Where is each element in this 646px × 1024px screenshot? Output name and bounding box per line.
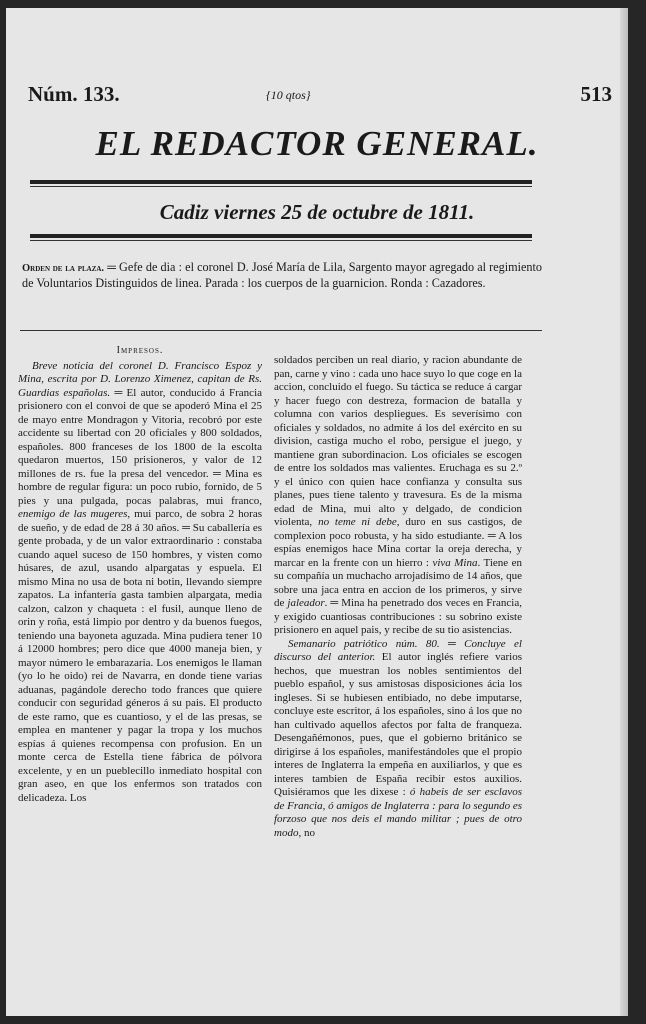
masthead-title: EL REDACTOR GENERAL.: [95, 124, 539, 163]
impresos-article-em-1: enemigo de las mugeres: [18, 508, 128, 521]
impresos-article-body-1: ═ El autor, conducido á Francia prisionero con el convoi de que se apoderó Mina el 25 de mayo entre Mondragon y Vitoria, recobró por este accidente su libertad con 20 oficiales y 800 soldados, españoles. 800 franceses de los 1800 de la escolta quedaron muertos, 150 prisioneros, y valor de 12 millones de rs. fue la presa del vencedor. ═ Mina es hombre de regular figura: un poco rubio, fornido, de 5 pies y una pulgada, pocas palabras, mui franco,: [18, 386, 263, 507]
semanario-article: [274, 638, 522, 841]
page-number: 513: [580, 82, 612, 106]
section-divider: [20, 330, 542, 331]
header-row: [28, 82, 612, 112]
continued-body-3: . Tiene en su compañía un muchacho arrojadísimo de 14 años, que sobre una jaca entra en accion de los primeros, y sirve de: [274, 556, 522, 609]
right-column: [274, 354, 522, 840]
masthead-rule-top-thin: [30, 186, 532, 187]
continued-body-4: . ═ Mina ha penetrado dos veces en Francia, y exigido cuantiosas contribuciones : su sobrino existe prisionero en aquel pais, y recibe de su tio asistencias.: [274, 597, 522, 636]
newspaper-page: [6, 8, 628, 1016]
impresos-article-body-2: , mui parco, de sobra 2 horas de sueño, y de edad de 28 á 30 años. ═ Su caballería es gente probada, y de un valor extraordinario : constaba cuando aquel suceso de 150 hombres, y visten como húsares, de azul, usando alpargatas y espuela. El mismo Mina no usa de bota ni botin, llevando siempre zapatos. La infantería gasta tambien alpargata, media calzon, calzon y chaqueta : el fusil, aunque lleno de orin y roña, está limpio por dentro y da buenos fuegos, teniendo una bayoneta aguzada. Mina pudiera tener 10 á 12000 hombres; pero dice que 4000 maneja bien, y mayor número le embarazaria. Los enemigos le llaman (yo lo he oido) rei de Navarra, en donde tiene varias aduanas, pagándole derecho todo frances que quiere conducir con seguridad géneros á su pais. El producto de este ramo, que es cuantioso, y el de las presas, se emplea en mantener y pagar la tropa y los muchos espías á quienes recompensa con profusion. En un monte cerca de Estella tiene fábrica de pólvora excelente, y en un pueblecillo inmediato hospital con gran aseo, en que los enfermos son tratados con delicadeza. Los: [18, 508, 262, 804]
impresos-article-continued: [274, 354, 522, 638]
continued-body-2: , duro en sus castigos, de complexion poco robusta, y ha sido estudiante. ═ A los espías enemigos hace Mina cortar la oreja derecha, y marcar en la frente con un hierro :: [274, 516, 523, 569]
impresos-article-title: Breve noticia del coronel D. Francisco Espoz y Mina, escrita por D. Lorenzo Ximenez, capitan de Rs. Guardias españolas.: [18, 359, 262, 399]
semanario-body: El autor inglés refiere varios hechos, que muestran los nobles sentimientos del pueblo español, y sus amistosas disposiciones ácia los ingleses. Si se hubiesen entibiado, no debe imputarse, concluye este escritor, á los españoles, sino á los que no han cultivado aquellos afectos por falta de franqueza. Desengañémonos, pues, que el gobierno británico se dirigirse á los españoles, manifestándoles que el propio interes de Inglaterra la empeña en auxiliarlos, y que es interes tambien de España recibir estos auxilios. Quisiéramos que les dixese :: [274, 651, 522, 798]
masthead-rule-top: [30, 180, 532, 184]
continued-em-3: jaleador: [287, 597, 325, 609]
orden-text: ═ Gefe de dia : el coronel D. José María de Lila, Sargento mayor agregado al regimiento de Voluntarios Distinguidos de linea. Parada : los cuerpos de la guarnicion. Ronda : Cazadores.: [22, 260, 542, 290]
dateline: Cadiz viernes 25 de octubre de 1811.: [159, 200, 475, 224]
continued-body-1: soldados perciben un real diario, y racion abundante de pan, carne y vino : cada uno hace suyo lo que coge en la accion, concluido el fuego. Su táctica se reduce á cargar y hacer fuego con destreza, formacion de batalla y columna con varios despliegues. Es severísimo con oficiales y soldados, no admite á los del exército en su division, castiga mucho el robo, persigue el juego, y mantiene gran subordinacion. Los oficiales se escogen de entre los soldados mas valientes. Eruchaga es su 2.º y el único con quien hace confianza y consulta sus planes, pues tiene talento y travesura. Es de la misma edad de Mina, mui alto y delgado, de condicion violenta,: [274, 354, 522, 528]
semanario-title: Semanario patriótico núm. 80. ═ Concluye el discurso del anterior.: [274, 637, 522, 663]
issue-number: Núm. 133.: [28, 82, 120, 106]
dateline-rule: [30, 234, 532, 238]
impresos-heading: Impresos.: [116, 345, 164, 356]
continued-em-1: no teme ni debe: [318, 516, 397, 528]
semanario-tail: , no: [298, 826, 315, 839]
continued-em-2: viva Mina: [432, 556, 478, 569]
impresos-article: [18, 360, 262, 806]
left-column: [18, 344, 262, 805]
orden-label: Orden de la plaza.: [22, 263, 105, 274]
orden-de-la-plaza: [22, 260, 542, 291]
dateline-rule-thin: [30, 240, 532, 241]
issue-price: {10 qtos}: [266, 88, 311, 102]
semanario-em: ó habeis de ser esclavos de Francia, ó amigos de Inglaterra : para lo segundo es forzoso que nos deis el mando militar ; pues de otro modo: [274, 786, 522, 839]
